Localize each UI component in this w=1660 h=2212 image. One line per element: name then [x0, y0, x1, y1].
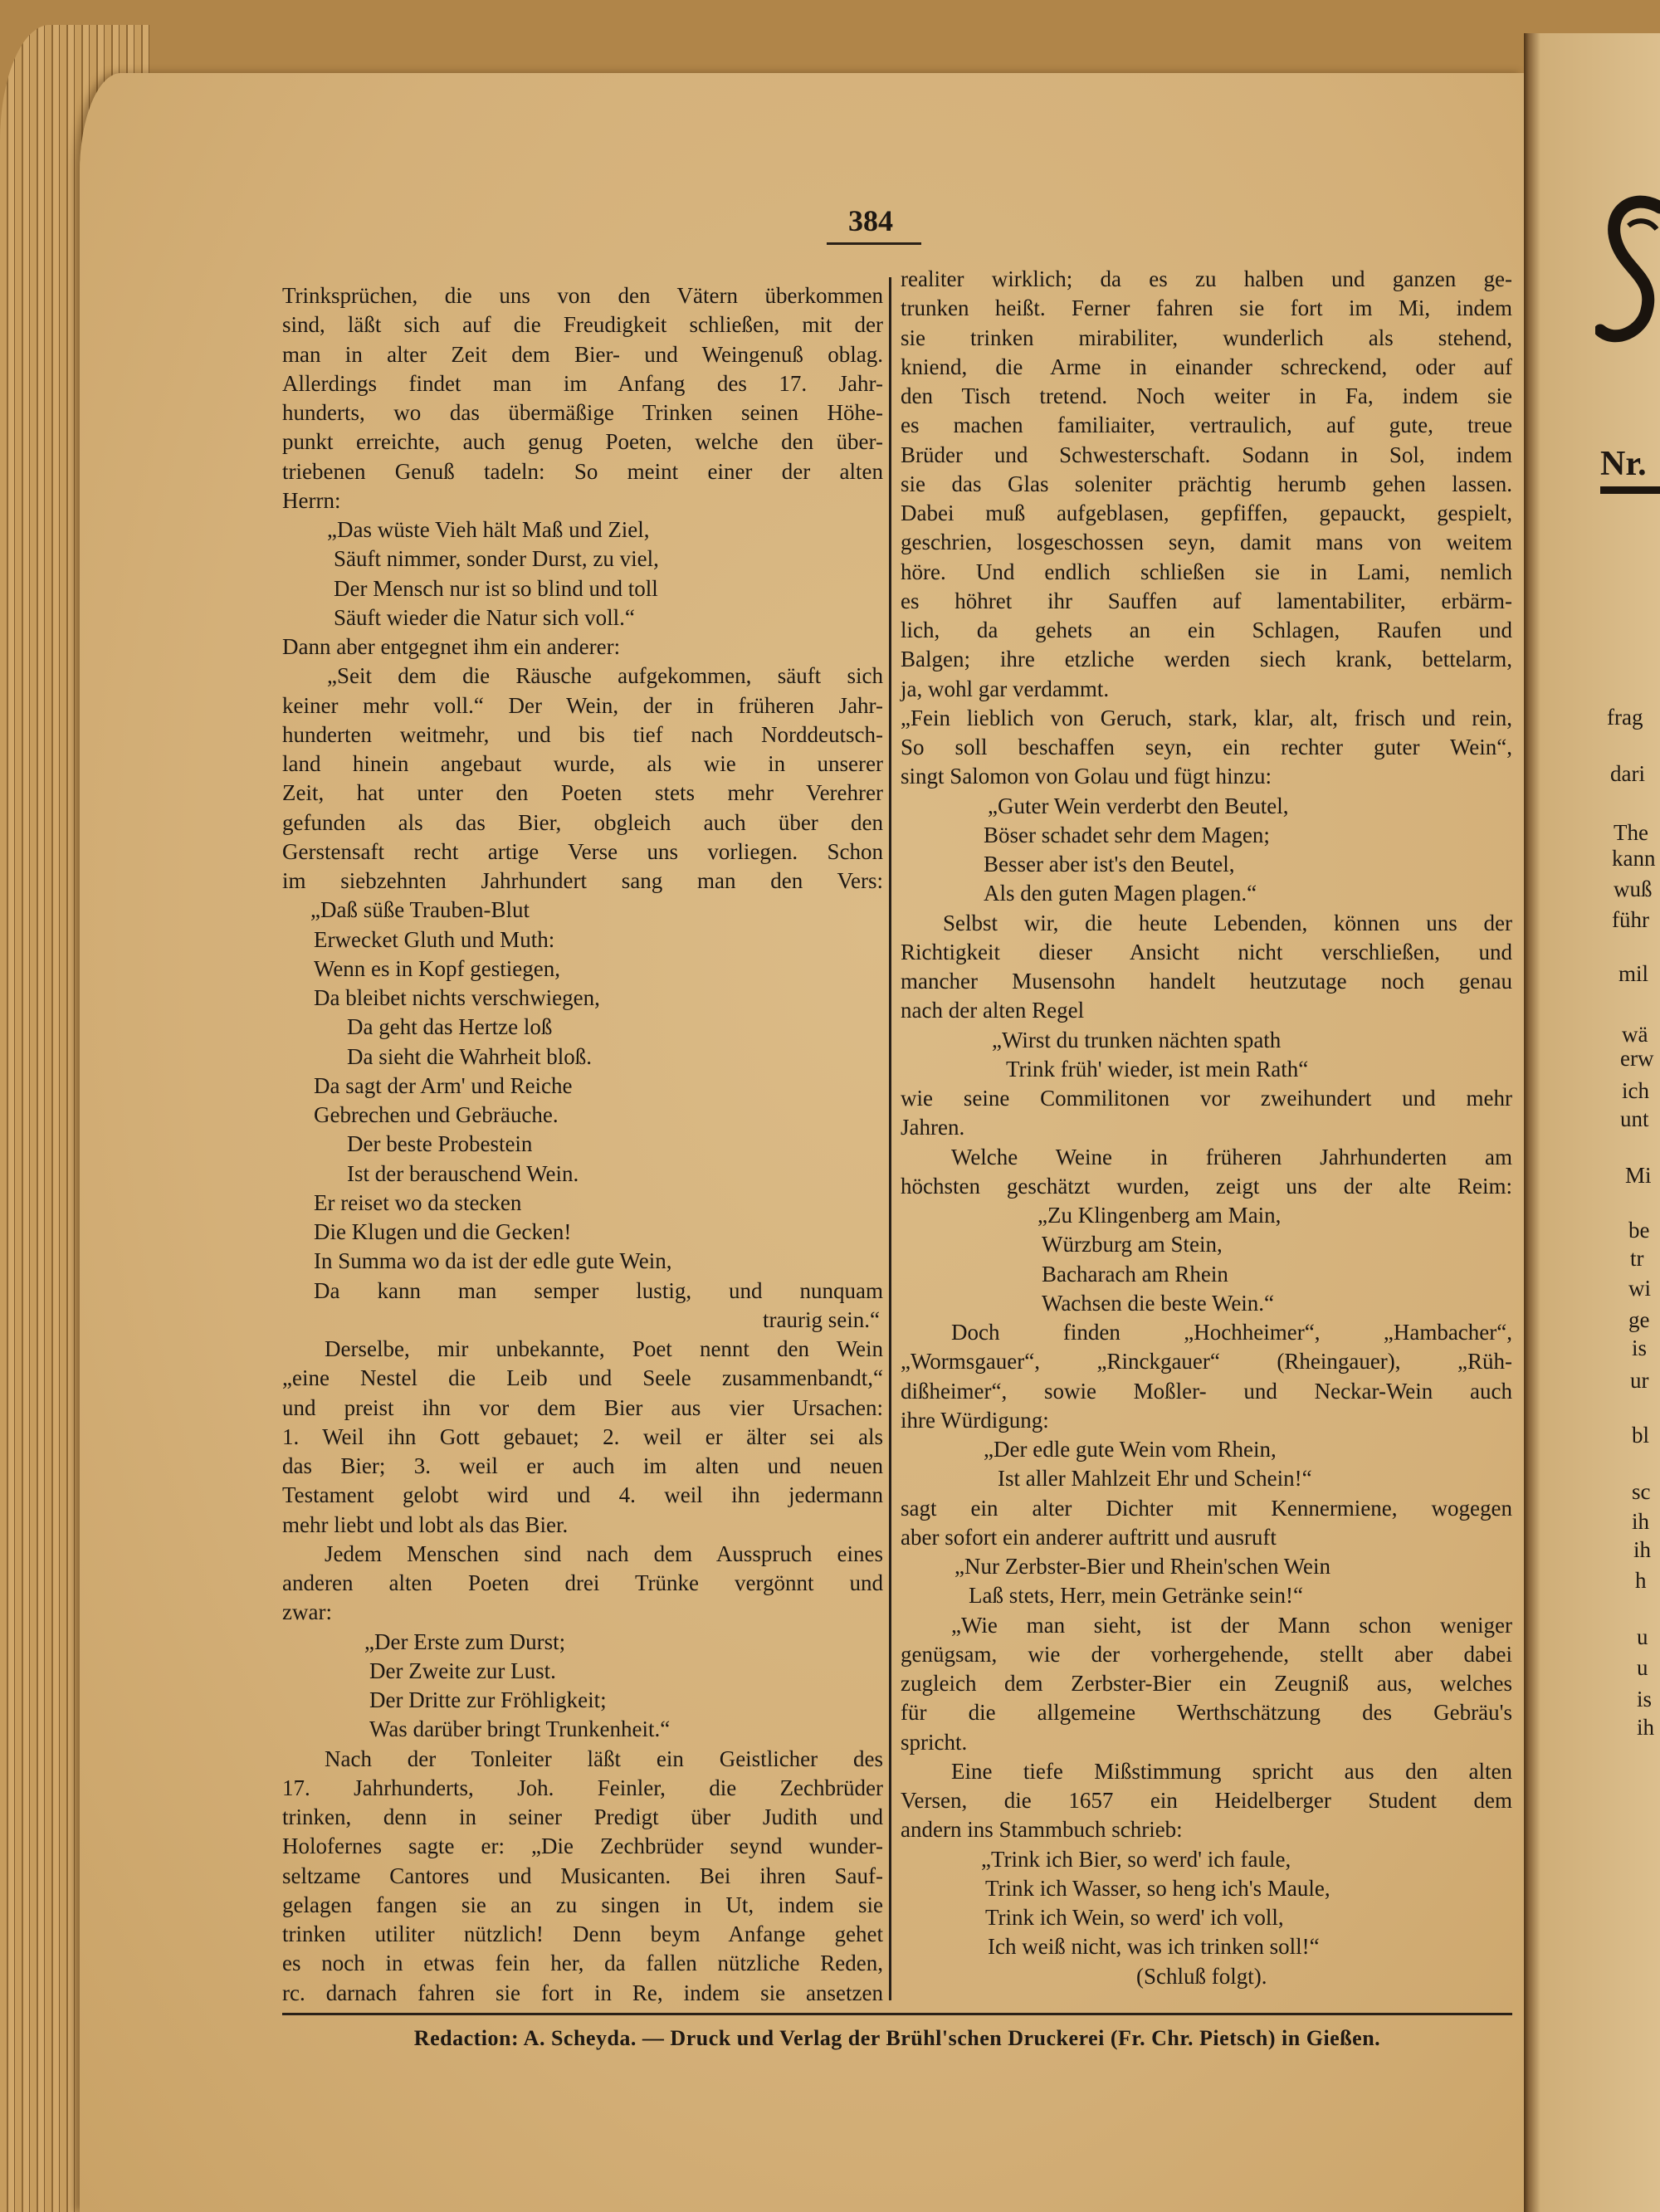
verse-line: Der Mensch nur ist so blind und toll	[334, 575, 658, 601]
text-line: Jahren.	[901, 1115, 965, 1140]
verse-line: Der Dritte zur Fröhligkeit;	[369, 1687, 607, 1712]
next-page-fragment: kann	[1612, 846, 1656, 871]
verse-line: Ist aller Mahlzeit Ehr und Schein!“	[998, 1466, 1312, 1492]
left-column	[282, 281, 883, 2008]
next-page-fragment: erw	[1620, 1046, 1654, 1071]
page-number-rule	[827, 242, 921, 245]
next-page-fragment: ih	[1632, 1509, 1650, 1534]
next-page-fragment: ih	[1637, 1715, 1655, 1740]
next-page-fragment: wä	[1622, 1022, 1648, 1047]
verse-line: Da sieht die Wahrheit bloß.	[347, 1043, 593, 1069]
verse-line: „Daß süße Trauben-Blut	[310, 897, 530, 923]
text-line: Selbst wir, die heute Lebenden, können uns der	[943, 910, 1512, 935]
verse-line: Der Zweite zur Lust.	[369, 1658, 556, 1683]
text-line: Balgen; ihre etzliche werden siech krank, bettelarm,	[901, 647, 1512, 672]
verse-line: Er reiset wo da stecken	[314, 1189, 522, 1215]
verse-line: „Der edle gute Wein vom Rhein,	[984, 1437, 1277, 1462]
text-line: Derselbe, mir unbekannte, Poet nennt den Wein	[325, 1336, 883, 1361]
verse-line: traurig sein.“	[763, 1306, 880, 1332]
next-page-fragment: ur	[1630, 1368, 1649, 1393]
text-line: So soll beschaffen seyn, ein rechter guter Wein“,	[901, 735, 1512, 759]
footer-rule	[282, 2013, 1512, 2015]
text-line: rc. darnach fahren sie fort in Re, indem sie ansetzen	[282, 1980, 883, 2005]
text-line: Zeit, hat unter den Poeten stets mehr Verehrer	[282, 780, 883, 806]
next-page-fragment: frag	[1607, 705, 1643, 730]
text-line: keiner mehr voll.“ Der Wein, der in früheren Jahr-	[282, 692, 883, 718]
text-line: Doch finden „Hochheimer“, „Hambacher“,	[951, 1320, 1512, 1345]
text-line: mancher Musensohn handelt heutzutage noch genau	[901, 969, 1512, 994]
verse-line: Besser aber ist's den Beutel,	[984, 852, 1235, 876]
text-line: das Bier; 3. weil er auch im alten und neuen	[282, 1453, 883, 1478]
verse-line: In Summa wo da ist der edle gute Wein,	[314, 1248, 672, 1274]
text-line: aber sofort ein anderer auftritt und ausruft	[901, 1524, 1277, 1550]
text-line: zugleich dem Zerbster-Bier ein Zeugniß aus, welches	[901, 1671, 1512, 1696]
verse-line: Laß stets, Herr, mein Getränke sein!“	[969, 1583, 1304, 1609]
next-page-fragment: The	[1614, 820, 1648, 845]
next-page-fragment: Mi	[1625, 1163, 1652, 1188]
text-line: „Wormsgauer“, „Rinckgauer“ (Rheingauer), „Rüh-	[901, 1349, 1512, 1375]
text-line: genügsam, wie der vorhergehende, stellt aber dabei	[901, 1641, 1512, 1667]
next-page-fragment: be	[1628, 1218, 1650, 1243]
text-line: spricht.	[901, 1729, 968, 1755]
verse-line: Wenn es in Kopf gestiegen,	[314, 955, 560, 981]
text-line: dißheimer“, sowie Moßler- und Neckar-Wein auch	[901, 1378, 1512, 1404]
text-line: hunderten weitmehr, und bis tief nach Norddeutsch-	[282, 721, 883, 747]
text-line: ihre Würdigung:	[901, 1407, 1049, 1433]
next-page-fragment: wi	[1628, 1276, 1651, 1301]
text-line: für die allgemeine Werthschätzung des Gebräu's	[901, 1700, 1512, 1726]
text-line: Allerdings findet man im Anfang des 17. Jahr-	[282, 370, 883, 396]
next-page-rule	[1600, 486, 1660, 494]
page-number: 384	[848, 204, 893, 237]
text-line: trinken, denn in seiner Predigt über Judith und	[282, 1804, 883, 1829]
text-line: trunken heißt. Ferner fahren sie fort im Mi, indem	[901, 295, 1512, 321]
right-column	[901, 265, 1512, 1991]
verse-line: Ich weiß nicht, was ich trinken soll!“	[988, 1934, 1320, 1960]
next-page-fragment: ich	[1622, 1078, 1649, 1103]
next-page-fragment: ge	[1628, 1307, 1650, 1332]
text-line: und preist ihn vor dem Bier aus vier Ursachen:	[282, 1394, 883, 1420]
text-line: Brüder und Schwesterschaft. Sodann in Sol, indem	[901, 442, 1512, 467]
text-line: Herrn:	[282, 487, 341, 513]
text-line: geschrien, losgeschossen seyn, damit mans von weitem	[901, 530, 1512, 555]
text-line: „eine Nestel die Leib und Seele zusammenbandt,“	[282, 1365, 883, 1391]
text-line: 17. Jahrhunderts, Joh. Feinler, die Zechbrüder	[282, 1775, 883, 1800]
masthead-ornament	[1595, 193, 1660, 350]
text-line: wie seine Commilitonen vor zweihundert und mehr	[901, 1086, 1512, 1111]
text-line: kniend, die Arme in einander schreckend, oder auf	[901, 354, 1512, 379]
text-line: land hinein angebaut wurde, als wie in unserer	[282, 751, 883, 776]
column-divider	[889, 277, 891, 2000]
text-line: andern ins Stammbuch schrieb:	[901, 1817, 1183, 1843]
verse-line: Da bleibet nichts verschwiegen,	[314, 985, 600, 1010]
text-line: Nach der Tonleiter läßt ein Geistlicher des	[325, 1746, 883, 1771]
verse-line: Trink früh' wieder, ist mein Rath“	[1006, 1056, 1309, 1082]
verse-line: Würzburg am Stein,	[1042, 1232, 1223, 1257]
text-line: im siebzehnten Jahrhundert sang man den Vers:	[282, 868, 883, 893]
text-line: es höhret ihr Sauffen auf lamentabiliter, erbärm-	[901, 588, 1512, 613]
text-line: sie das Glas soleniter prächtig herumb gehen lassen.	[901, 471, 1512, 496]
verse-line: „Trink ich Bier, so werd' ich faule,	[981, 1846, 1291, 1872]
text-line: sie trinken mirabiliter, wunderlich als stehend,	[901, 325, 1512, 350]
next-page-issue-label: Nr.	[1600, 445, 1647, 483]
next-page-fragment: mil	[1618, 961, 1649, 986]
next-page-fragment: sc	[1632, 1479, 1651, 1504]
verse-line: „Nur Zerbster-Bier und Rhein'schen Wein	[954, 1554, 1331, 1579]
next-page-fragment: is	[1632, 1336, 1648, 1360]
text-line: Versen, die 1657 ein Heidelberger Student dem	[901, 1788, 1512, 1813]
next-page-fragment: is	[1637, 1687, 1653, 1711]
text-line: punkt erreichte, auch genug Poeten, welche den über-	[282, 429, 883, 455]
text-line: Eine tiefe Mißstimmung spricht aus den alten	[951, 1758, 1512, 1784]
verse-line: „Wirst du trunken nächten spath	[992, 1027, 1282, 1052]
verse-line: Ist der berauschend Wein.	[347, 1160, 579, 1186]
text-line: gefunden als das Bier, obgleich auch über den	[282, 809, 883, 835]
text-line: sind, läßt sich auf die Freudigkeit schließen, mit der	[282, 312, 883, 338]
verse-line: Was darüber bringt Trunkenheit.“	[369, 1716, 671, 1742]
imprint-footer: Redaction: A. Scheyda. — Druck und Verlag der Brühl'schen Druckerei (Fr. Chr. Pietsch) in Gießen.	[413, 2026, 1381, 2050]
text-line: man in alter Zeit dem Bier- und Weingenuß oblag.	[282, 341, 883, 367]
text-line: hunderts, wo das übermäßige Trinken seinen Höhe-	[282, 400, 883, 425]
text-line: triebenen Genuß tadeln: So meint einer der alten	[282, 458, 883, 484]
verse-line: Gebrechen und Gebräuche.	[314, 1102, 559, 1127]
next-page-fragment: tr	[1630, 1246, 1644, 1271]
text-line: den Tisch tretend. Noch weiter in Fa, indem sie	[901, 383, 1512, 408]
text-line: trinken utiliter nützlich! Denn beym Anfange gehet	[282, 1921, 883, 1946]
verse-line: „Der Erste zum Durst;	[364, 1628, 566, 1654]
verse-line: Säuft nimmer, sonder Durst, zu viel,	[334, 546, 659, 572]
verse-line: Erwecket Gluth und Muth:	[314, 926, 555, 952]
verse-line: „Guter Wein verderbt den Beutel,	[988, 793, 1289, 818]
verse-line: „Das wüste Vieh hält Maß und Ziel,	[327, 517, 650, 542]
text-line: 1. Weil ihn Gott gebauet; 2. weil er älter sei als	[282, 1423, 883, 1449]
next-page-fragment: u	[1637, 1655, 1648, 1680]
verse-line: Trink ich Wein, so werd' ich voll,	[985, 1905, 1284, 1930]
verse-line: Da kann man semper lustig, und nunquam	[314, 1277, 883, 1303]
next-page-fragment: dari	[1610, 761, 1645, 786]
text-line: Gerstensaft recht artige Verse uns vorliegen. Schon	[282, 838, 883, 864]
next-page-fragment: u	[1637, 1624, 1648, 1649]
text-line: Welche Weine in früheren Jahrhunderten am	[951, 1144, 1512, 1169]
text-line: es machen familiaiter, vertraulich, auf gute, treue	[901, 413, 1512, 438]
text-line: realiter wirklich; da es zu halben und ganzen ge-	[901, 266, 1512, 291]
text-line: Testament gelobt wird und 4. weil ihn jedermann	[282, 1482, 883, 1508]
text-line: Dann aber entgegnet ihm ein anderer:	[282, 634, 621, 659]
text-line: mehr liebt und lobt als das Bier.	[282, 1511, 569, 1537]
text-line: ja, wohl gar verdammt.	[901, 676, 1110, 701]
next-page-fragment: ih	[1633, 1537, 1652, 1562]
text-line: höre. Und endlich schließen sie in Lami, nemlich	[901, 559, 1512, 584]
next-page-fragment: wuß	[1614, 876, 1653, 901]
text-line: „Wie man sieht, ist der Mann schon weniger	[951, 1612, 1512, 1638]
next-page-fragment: bl	[1632, 1423, 1650, 1448]
next-page-fragment: führ	[1612, 907, 1649, 932]
text-line: „Seit dem die Räusche aufgekommen, säuft sich	[327, 663, 883, 689]
text-line: gelagen fangen sie an zu singen in Ut, indem sie	[282, 1892, 883, 1917]
text-line: höchsten geschätzt wurden, zeigt uns der alte Reim:	[901, 1173, 1512, 1199]
verse-line: Wachsen die beste Wein.“	[1042, 1290, 1275, 1316]
text-line: „Fein lieblich von Geruch, stark, klar, alt, frisch und rein,	[901, 705, 1512, 730]
verse-line: Als den guten Magen plagen.“	[984, 881, 1257, 906]
verse-line: Da geht das Hertze loß	[347, 1014, 553, 1040]
text-line: nach der alten Regel	[901, 998, 1085, 1023]
text-line: es noch in etwas fein her, da fallen nützliche Reden,	[282, 1951, 883, 1976]
verse-line: Säuft wieder die Natur sich voll.“	[334, 604, 635, 630]
text-line: Holofernes sagte er: „Die Zechbrüder seynd wunder-	[282, 1834, 883, 1859]
verse-line: Da sagt der Arm' und Reiche	[314, 1072, 573, 1098]
verse-line: Der beste Probestein	[347, 1131, 533, 1157]
verse-line: Trink ich Wasser, so heng ich's Maule,	[985, 1875, 1330, 1901]
text-line: zwar:	[282, 1599, 332, 1625]
verse-line: Die Klugen und die Gecken!	[314, 1219, 572, 1244]
text-line: Trinksprüchen, die uns von den Vätern überkommen	[282, 283, 883, 308]
continuation-note: (Schluß folgt).	[1136, 1963, 1267, 1989]
text-line: seltzame Cantores und Musicanten. Bei ihren Sauf-	[282, 1863, 883, 1888]
next-page-fragment: h	[1635, 1568, 1647, 1593]
text-line: lich, da gehets an ein Schlagen, Raufen und	[901, 618, 1512, 642]
verse-line: Böser schadet sehr dem Magen;	[984, 822, 1270, 847]
verse-line: Bacharach am Rhein	[1042, 1261, 1228, 1287]
text-line: Jedem Menschen sind nach dem Ausspruch eines	[325, 1541, 883, 1566]
text-line: singt Salomon von Golau und fügt hinzu:	[901, 764, 1272, 789]
next-page-fragment: unt	[1620, 1106, 1649, 1131]
text-line: Dabei muß aufgeblasen, gepfiffen, gepauckt, gespielt,	[901, 501, 1512, 525]
text-line: Richtigkeit dieser Ansicht nicht verschließen, und	[901, 939, 1512, 964]
text-line: sagt ein alter Dichter mit Kennermiene, wogegen	[901, 1495, 1512, 1521]
verse-line: „Zu Klingenberg am Main,	[1038, 1203, 1282, 1228]
text-line: anderen alten Poeten drei Trünke vergönnt und	[282, 1570, 883, 1595]
